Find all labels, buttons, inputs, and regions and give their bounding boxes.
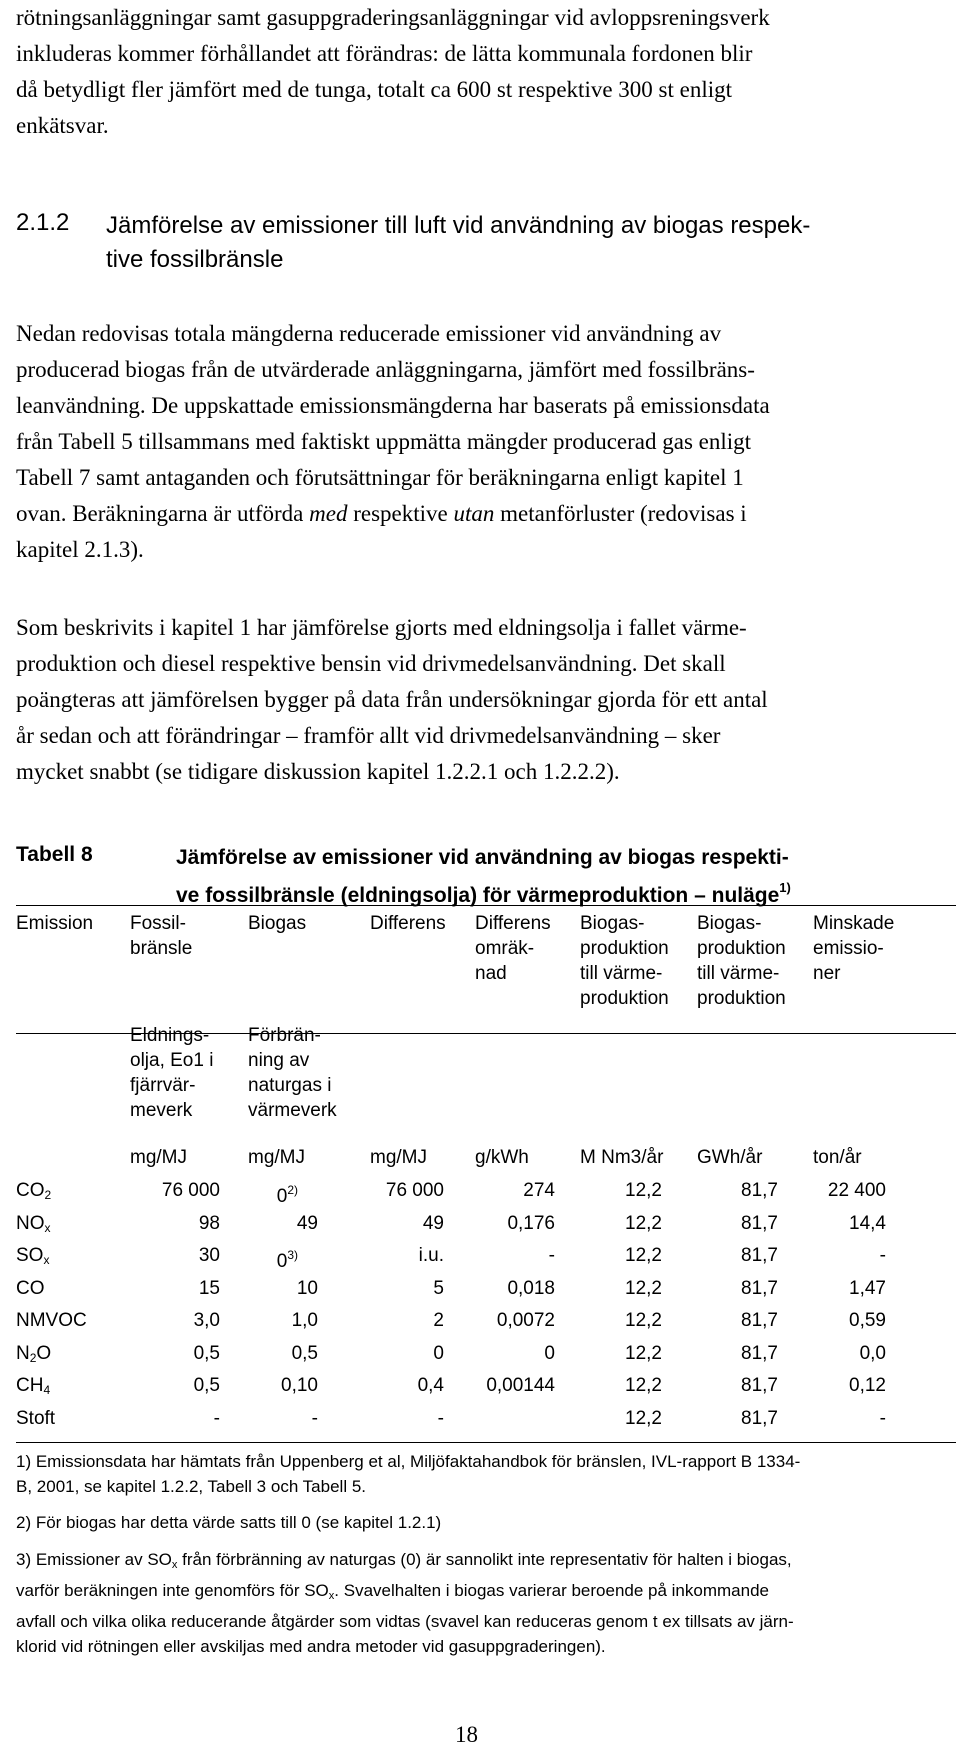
table-unit-cell: mg/MJ xyxy=(370,1147,427,1168)
table-caption xyxy=(176,843,791,911)
p2-line7: kapitel 2.1.3). xyxy=(16,537,144,562)
table-unit-cell: mg/MJ xyxy=(248,1147,305,1168)
table-value-cell: 0,5 xyxy=(193,1342,220,1364)
table-value-cell: 81,7 xyxy=(741,1375,778,1396)
table-top-rule xyxy=(16,905,956,906)
footnote-2: 2) För biogas har detta värde satts till 0 (se kapitel 1.2.1) xyxy=(16,1513,442,1532)
table-unit-cell: GWh/år xyxy=(697,1147,763,1168)
table-caption-footnote-ref: 1) xyxy=(779,880,791,895)
table-value-cell: 14,4 xyxy=(849,1212,886,1234)
table-value-cell: 0,10 xyxy=(281,1375,318,1396)
table-emission-label: $CH_4$ xyxy=(16,1375,51,1397)
p3-line: år sedan och att förändringar – framför allt vid drivmedelsanvändning – sker xyxy=(16,723,721,748)
body-paragraph-2 xyxy=(16,610,928,790)
table-value-cell: 0$^{3)}$ xyxy=(276,1248,298,1272)
table-value-cell: 0,12 xyxy=(849,1375,886,1396)
table-emission-label: $CO_2$ xyxy=(16,1180,52,1202)
section-number: 2.1.2 xyxy=(16,209,70,236)
table-value-cell: - xyxy=(311,1407,318,1429)
table-value-cell: i.u. xyxy=(418,1245,444,1266)
section-title-line: tive fossilbränsle xyxy=(106,246,284,273)
section-title-line: Jämförelse av emissioner till luft vid användning av biogas respek- xyxy=(106,212,811,239)
table-emission-label: $SO_x$ xyxy=(16,1245,50,1267)
table-value-cell: 12,2 xyxy=(625,1310,662,1331)
table-value-cell: 10 xyxy=(296,1277,318,1299)
table-value-cell: - xyxy=(879,1245,886,1266)
p3-line: poängteras att jämförelsen bygger på data från undersökningar gjorda för ett antal xyxy=(16,687,768,712)
footnote-1-line: B, 2001, se kapitel 1.2.2, Tabell 3 och Tabell 5. xyxy=(16,1477,367,1496)
intro-line: då betydligt fler jämfört med de tunga, totalt ca 600 st respektive 300 st enligt xyxy=(16,77,733,102)
table-value-cell: 81,7 xyxy=(741,1342,778,1364)
table-value-cell: 5 xyxy=(433,1277,444,1299)
table-value-cell: 22 400 xyxy=(827,1180,886,1201)
table-unit-cell: mg/MJ xyxy=(130,1147,187,1168)
p2-emphasis-utan: utan xyxy=(453,501,495,526)
intro-line: enkätsvar. xyxy=(16,113,109,138)
table-emission-label: $N_2O$ xyxy=(16,1342,52,1365)
table-value-cell: 0 xyxy=(544,1342,555,1364)
p3-line: mycket snabbt (se tidigare diskussion kapitel 1.2.2.1 och 1.2.2.2). xyxy=(16,759,620,784)
table-value-cell: - xyxy=(437,1407,444,1429)
intro-line: inkluderas kommer förhållandet att förändras: de lätta kommunala fordonen blir xyxy=(16,41,753,66)
page-number: 18 xyxy=(455,1722,478,1747)
table-value-cell: - xyxy=(213,1407,220,1429)
p2-line6-c: metanförluster (redovisas i xyxy=(494,501,747,526)
table-value-cell: 1,0 xyxy=(291,1310,318,1331)
table-bottom-rule xyxy=(16,1442,956,1443)
table-value-cell: 81,7 xyxy=(741,1212,778,1234)
table-value-cell: 12,2 xyxy=(625,1342,662,1364)
table-value-cell: 12,2 xyxy=(625,1277,662,1299)
table-value-cell: 0,00144 xyxy=(486,1375,555,1396)
intro-line: rötningsanläggningar samt gasuppgraderingsanläggningar vid avloppsreningsverk xyxy=(16,5,770,30)
p2-line: från Tabell 5 tillsammans med faktiskt uppmätta mängder producerad gas enligt xyxy=(16,429,752,454)
table-unit-cell: M Nm3/år xyxy=(580,1147,664,1168)
table-value-cell: 81,7 xyxy=(741,1310,778,1331)
table-value-cell: 0,4 xyxy=(417,1375,444,1396)
table-value-cell: 76 000 xyxy=(385,1180,444,1201)
table-value-cell: 12,2 xyxy=(625,1212,662,1234)
table-value-cell: 0$^{2)}$ xyxy=(276,1183,298,1207)
table-value-cell: 15 xyxy=(198,1277,220,1299)
table-value-cell: 81,7 xyxy=(741,1245,778,1266)
table-value-cell: 0 xyxy=(433,1342,444,1364)
table-header-cell: Biogas- produktion till värme- produktion xyxy=(580,913,669,1009)
table-value-cell: 0,018 xyxy=(507,1277,555,1299)
body-paragraph-1 xyxy=(16,316,928,568)
table-value-cell: 81,7 xyxy=(741,1277,778,1299)
table-value-cell: 98 xyxy=(198,1212,220,1234)
table-unit-cell: ton/år xyxy=(813,1147,862,1168)
p3-line: produktion och diesel respektive bensin vid drivmedelsanvändning. Det skall xyxy=(16,651,726,676)
table-label: Tabell 8 xyxy=(16,843,93,866)
table-value-cell: 274 xyxy=(523,1180,555,1201)
table-emission-label: CO xyxy=(16,1277,45,1299)
table-value-cell: - xyxy=(548,1245,555,1266)
footnote-1 xyxy=(16,1449,956,1499)
table-header-cell: Differens xyxy=(370,913,446,934)
intro-paragraph xyxy=(16,0,928,144)
table-value-cell: 76 000 xyxy=(161,1180,220,1201)
table-value-cell: 49 xyxy=(296,1212,318,1234)
footnote-3: 3) Emissioner av $SO_x$ från förbränning av naturgas (0) är sannolikt inte representativ för halten i biogas, varför beräkningen inte genomförs för $SO_x$. Svavelhalten i biogas varierar beroende på inkommande avfall och vilka olika reducerande åtgärder som vidtas (svavel kan reduceras genom t ex tillsats av järn- klorid vid rötningen eller avskiljas med andra metoder vid gasuppgraderingen). xyxy=(16,1550,794,1656)
table-value-cell: 0,0 xyxy=(859,1342,886,1364)
table-subheader-cell: Förbrän- ning av naturgas i värmeverk xyxy=(248,1025,337,1121)
p2-line: Tabell 7 samt antaganden och förutsättningar för beräkningarna enligt kapitel 1 xyxy=(16,465,744,490)
table-value-cell: 12,2 xyxy=(625,1407,662,1429)
table-value-cell: - xyxy=(879,1407,886,1429)
table-header-cell: Minskade emissio- ner xyxy=(813,913,895,984)
table-unit-cell: g/kWh xyxy=(475,1147,529,1168)
table-header-cell: Biogas- produktion till värme- produktion xyxy=(697,913,786,1009)
p2-emphasis-med: med xyxy=(309,501,348,526)
table-value-cell: 81,7 xyxy=(741,1180,778,1201)
table-value-cell: 0,5 xyxy=(291,1342,318,1364)
table-header-cell: Biogas xyxy=(248,913,307,934)
table-value-cell: 12,2 xyxy=(625,1180,662,1201)
table-header-cell: Emission xyxy=(16,913,94,934)
table-value-cell: 12,2 xyxy=(625,1375,662,1396)
table-value-cell: 0,5 xyxy=(193,1375,220,1396)
p2-line: Nedan redovisas totala mängderna reducerade emissioner vid användning av xyxy=(16,321,722,346)
p3-line: Som beskrivits i kapitel 1 har jämförelse gjorts med eldningsolja i fallet värme- xyxy=(16,615,747,640)
p2-line: producerad biogas från de utvärderade anläggningarna, jämfört med fossilbräns- xyxy=(16,357,755,382)
table-value-cell: 0,0072 xyxy=(496,1310,555,1331)
p2-line: leanvändning. De uppskattade emissionsmängderna har baserats på emissionsdata xyxy=(16,393,770,418)
table-header-cell: Fossil- bränsle xyxy=(130,913,193,959)
table-value-cell: 0,176 xyxy=(507,1212,555,1234)
table-value-cell: 1,47 xyxy=(849,1277,886,1299)
table-header-cell: Differens omräk- nad xyxy=(475,913,551,984)
table-emission-label: NMVOC xyxy=(16,1310,87,1331)
p2-line6-a: ovan. Beräkningarna är utförda xyxy=(16,501,310,526)
section-title xyxy=(106,209,810,277)
table-caption-line2: ve fossilbränsle (eldningsolja) för värmeproduktion – nuläge xyxy=(176,884,780,907)
footnote-1-line: 1) Emissionsdata har hämtats från Uppenberg et al, Miljöfaktahandbok för bränslen, IVL-rapport B 1334- xyxy=(16,1452,801,1471)
table-subheader-cell: Eldnings- olja, Eo1 i fjärrvär- meverk xyxy=(130,1025,214,1121)
table-value-cell: 0,59 xyxy=(849,1310,886,1331)
table-caption-line1: Jämförelse av emissioner vid användning av biogas respekti- xyxy=(176,846,789,869)
table-emission-label: $NO_x$ xyxy=(16,1212,51,1235)
p2-line6-b: respektive xyxy=(347,501,454,526)
table-value-cell: 12,2 xyxy=(625,1245,662,1266)
table-value-cell: 49 xyxy=(422,1212,444,1234)
table-value-cell: 81,7 xyxy=(741,1407,778,1429)
table-emission-label: Stoft xyxy=(16,1407,56,1429)
table-value-cell: 30 xyxy=(198,1245,220,1266)
table-value-cell: 2 xyxy=(433,1310,444,1331)
table-value-cell: 3,0 xyxy=(193,1310,220,1331)
